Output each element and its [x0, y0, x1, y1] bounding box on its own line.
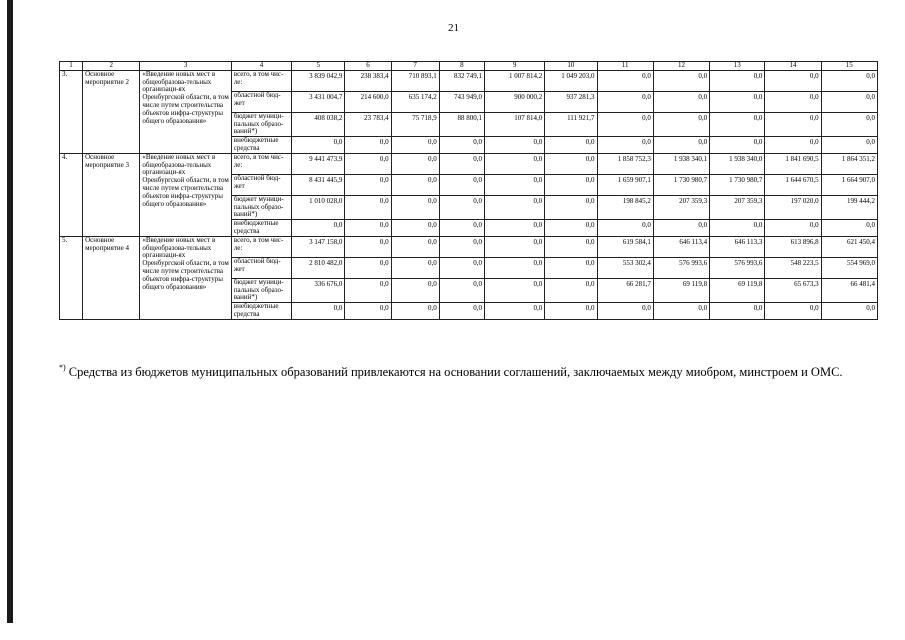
header-cell: 6 — [345, 62, 391, 71]
amount-cell: 0,0 — [821, 303, 877, 320]
header-cell: 8 — [439, 62, 484, 71]
amount-cell: 0,0 — [545, 278, 597, 302]
amount-cell: 0,0 — [439, 220, 484, 237]
amount-cell: 0,0 — [653, 112, 709, 136]
amount-cell: 88 800,1 — [439, 112, 484, 136]
funding-source: всего, в том чис-ле: — [231, 153, 291, 174]
amount-cell: 0,0 — [765, 91, 821, 112]
amount-cell: 0,0 — [653, 137, 709, 154]
amount-cell: 1 010 028,0 — [292, 195, 345, 219]
amount-cell: 65 673,3 — [765, 278, 821, 302]
item-number: 5. — [60, 236, 83, 319]
amount-cell: 69 119,8 — [710, 278, 765, 302]
amount-cell: 0,0 — [485, 220, 545, 237]
amount-cell: 336 676,0 — [292, 278, 345, 302]
item-number: 3. — [60, 70, 83, 153]
amount-cell: 646 113,4 — [653, 236, 709, 257]
amount-cell: 69 119,8 — [653, 278, 709, 302]
amount-cell: 0,0 — [765, 220, 821, 237]
amount-cell: 8 431 445,9 — [292, 174, 345, 195]
amount-cell: 0,0 — [821, 137, 877, 154]
amount-cell: 0,0 — [597, 112, 653, 136]
funding-source: внебюджетные средства — [231, 137, 291, 154]
amount-cell: 635 174,2 — [391, 91, 439, 112]
amount-cell: 576 993,6 — [653, 257, 709, 278]
amount-cell: 75 718,9 — [391, 112, 439, 136]
amount-cell: 111 921,7 — [545, 112, 597, 136]
activity-name: Основное мероприятие 3 — [83, 153, 140, 236]
amount-cell: 0,0 — [485, 278, 545, 302]
amount-cell: 1 730 980,7 — [710, 174, 765, 195]
amount-cell: 1 938 340,1 — [653, 153, 709, 174]
amount-cell: 0,0 — [653, 91, 709, 112]
amount-cell: 0,0 — [597, 70, 653, 91]
amount-cell: 198 845,2 — [597, 195, 653, 219]
amount-cell: 197 020,0 — [765, 195, 821, 219]
funding-source: областной бюд-жет — [231, 174, 291, 195]
amount-cell: 3 147 158,0 — [292, 236, 345, 257]
amount-cell: 0,0 — [439, 195, 484, 219]
amount-cell: 0,0 — [765, 112, 821, 136]
amount-cell: 621 450,4 — [821, 236, 877, 257]
amount-cell: 0,0 — [485, 195, 545, 219]
amount-cell: 553 302,4 — [597, 257, 653, 278]
amount-cell: 0,0 — [653, 303, 709, 320]
binding-edge — [7, 0, 13, 623]
amount-cell: 548 223,5 — [765, 257, 821, 278]
amount-cell: 0,0 — [545, 257, 597, 278]
page-number: 21 — [448, 22, 459, 34]
amount-cell: 0,0 — [485, 137, 545, 154]
amount-cell: 0,0 — [391, 174, 439, 195]
amount-cell: 0,0 — [345, 220, 391, 237]
header-cell: 4 — [231, 62, 291, 71]
amount-cell: 0,0 — [710, 70, 765, 91]
amount-cell: 0,0 — [597, 303, 653, 320]
funding-table — [59, 61, 878, 320]
amount-cell: 0,0 — [765, 137, 821, 154]
amount-cell: 0,0 — [710, 137, 765, 154]
amount-cell: 214 600,0 — [345, 91, 391, 112]
amount-cell: 0,0 — [653, 70, 709, 91]
amount-cell: 0,0 — [345, 278, 391, 302]
amount-cell: 1 644 670,5 — [765, 174, 821, 195]
amount-cell: 0,0 — [545, 174, 597, 195]
amount-cell: 0,0 — [821, 91, 877, 112]
amount-cell: 900 000,2 — [485, 91, 545, 112]
header-cell: 1 — [60, 62, 83, 71]
table-row — [60, 70, 878, 91]
amount-cell: 1 858 752,3 — [597, 153, 653, 174]
amount-cell: 3 431 004,7 — [292, 91, 345, 112]
amount-cell: 0,0 — [391, 257, 439, 278]
item-number: 4. — [60, 153, 83, 236]
amount-cell: 0,0 — [653, 220, 709, 237]
activity-description: «Введение новых мест в общеобразова-тельных организаци-ях Оренбургской области, в том числе путем строительства объектов инфра-структуры общего образования» — [140, 70, 231, 153]
amount-cell: 0,0 — [439, 236, 484, 257]
header-cell: 9 — [485, 62, 545, 71]
funding-source: областной бюд-жет — [231, 91, 291, 112]
amount-cell: 0,0 — [345, 257, 391, 278]
amount-cell: 1 938 340,0 — [710, 153, 765, 174]
amount-cell: 613 896,8 — [765, 236, 821, 257]
amount-cell: 0,0 — [485, 174, 545, 195]
amount-cell: 0,0 — [391, 195, 439, 219]
amount-cell: 0,0 — [597, 137, 653, 154]
amount-cell: 1 730 980,7 — [653, 174, 709, 195]
amount-cell: 0,0 — [545, 195, 597, 219]
amount-cell: 0,0 — [391, 153, 439, 174]
header-cell: 3 — [140, 62, 231, 71]
amount-cell: 0,0 — [597, 220, 653, 237]
amount-cell: 0,0 — [292, 137, 345, 154]
amount-cell: 0,0 — [710, 112, 765, 136]
header-cell: 10 — [545, 62, 597, 71]
table-row — [60, 236, 878, 257]
amount-cell: 0,0 — [345, 236, 391, 257]
amount-cell: 0,0 — [345, 303, 391, 320]
amount-cell: 0,0 — [292, 303, 345, 320]
header-cell: 2 — [83, 62, 140, 71]
funding-source: бюджет муници-пальных образо-ваний*) — [231, 195, 291, 219]
funding-source: всего, в том чис-ле: — [231, 70, 291, 91]
funding-source: бюджет муници-пальных образо-ваний*) — [231, 278, 291, 302]
amount-cell: 0,0 — [391, 220, 439, 237]
funding-source: областной бюд-жет — [231, 257, 291, 278]
amount-cell: 0,0 — [485, 257, 545, 278]
header-row — [60, 62, 878, 71]
amount-cell: 0,0 — [345, 195, 391, 219]
amount-cell: 0,0 — [439, 174, 484, 195]
amount-cell: 207 359,3 — [710, 195, 765, 219]
funding-source: всего, в том чис-ле: — [231, 236, 291, 257]
amount-cell: 0,0 — [439, 153, 484, 174]
header-cell: 11 — [597, 62, 653, 71]
header-cell: 12 — [653, 62, 709, 71]
amount-cell: 66 481,4 — [821, 278, 877, 302]
activity-name: Основное мероприятие 2 — [83, 70, 140, 153]
table-row — [60, 153, 878, 174]
footnote — [59, 364, 899, 380]
activity-name: Основное мероприятие 4 — [83, 236, 140, 319]
funding-source: бюджет муници-пальных образо-ваний*) — [231, 112, 291, 136]
amount-cell: 0,0 — [391, 236, 439, 257]
amount-cell: 710 893,1 — [391, 70, 439, 91]
amount-cell: 576 993,6 — [710, 257, 765, 278]
amount-cell: 0,0 — [439, 278, 484, 302]
header-cell: 5 — [292, 62, 345, 71]
amount-cell: 408 038,2 — [292, 112, 345, 136]
amount-cell: 743 949,0 — [439, 91, 484, 112]
amount-cell: 107 814,0 — [485, 112, 545, 136]
amount-cell: 0,0 — [485, 236, 545, 257]
amount-cell: 0,0 — [485, 153, 545, 174]
amount-cell: 3 839 042,9 — [292, 70, 345, 91]
activity-description: «Введение новых мест в общеобразова-тельных организаци-ях Оренбургской области, в том числе путем строительства объектов инфра-структуры общего образования» — [140, 153, 231, 236]
funding-source: внебюджетные средства — [231, 303, 291, 320]
amount-cell: 0,0 — [710, 220, 765, 237]
footnote-text: Средства из бюджетов муниципальных образований привлекаются на основании соглашений, заключаемых между миобром, минстроем и ОМС. — [68, 365, 843, 380]
amount-cell: 0,0 — [485, 303, 545, 320]
amount-cell: 9 441 473,9 — [292, 153, 345, 174]
amount-cell: 0,0 — [391, 303, 439, 320]
amount-cell: 0,0 — [292, 220, 345, 237]
activity-description: «Введение новых мест в общеобразова-тельных организаци-ях Оренбургской области, в том числе путем строительства объектов инфра-структуры общего образования» — [140, 236, 231, 319]
amount-cell: 0,0 — [765, 70, 821, 91]
amount-cell: 0,0 — [391, 137, 439, 154]
amount-cell: 0,0 — [821, 220, 877, 237]
amount-cell: 0,0 — [439, 303, 484, 320]
amount-cell: 0,0 — [597, 91, 653, 112]
amount-cell: 619 584,1 — [597, 236, 653, 257]
amount-cell: 207 359,3 — [653, 195, 709, 219]
amount-cell: 1 007 814,2 — [485, 70, 545, 91]
amount-cell: 23 783,4 — [345, 112, 391, 136]
amount-cell: 0,0 — [821, 112, 877, 136]
amount-cell: 0,0 — [710, 303, 765, 320]
amount-cell: 66 281,7 — [597, 278, 653, 302]
amount-cell: 646 113,3 — [710, 236, 765, 257]
amount-cell: 0,0 — [545, 220, 597, 237]
amount-cell: 554 969,0 — [821, 257, 877, 278]
header-cell: 14 — [765, 62, 821, 71]
amount-cell: 0,0 — [545, 236, 597, 257]
amount-cell: 1 664 907,0 — [821, 174, 877, 195]
amount-cell: 0,0 — [439, 257, 484, 278]
amount-cell: 832 749,1 — [439, 70, 484, 91]
amount-cell: 0,0 — [545, 303, 597, 320]
amount-cell: 1 864 351,2 — [821, 153, 877, 174]
header-cell: 7 — [391, 62, 439, 71]
amount-cell: 199 444,2 — [821, 195, 877, 219]
amount-cell: 1 841 690,5 — [765, 153, 821, 174]
funding-source: внебюджетные средства — [231, 220, 291, 237]
amount-cell: 0,0 — [345, 153, 391, 174]
amount-cell: 2 810 482,0 — [292, 257, 345, 278]
amount-cell: 937 281,3 — [545, 91, 597, 112]
amount-cell: 1 049 203,0 — [545, 70, 597, 91]
amount-cell: 1 659 907,1 — [597, 174, 653, 195]
amount-cell: 0,0 — [345, 174, 391, 195]
footnote-mark: *) — [59, 363, 66, 372]
header-cell: 13 — [710, 62, 765, 71]
header-cell: 15 — [821, 62, 877, 71]
amount-cell: 0,0 — [439, 137, 484, 154]
amount-cell: 0,0 — [765, 303, 821, 320]
amount-cell: 0,0 — [345, 137, 391, 154]
amount-cell: 0,0 — [821, 70, 877, 91]
amount-cell: 0,0 — [545, 153, 597, 174]
amount-cell: 238 383,4 — [345, 70, 391, 91]
amount-cell: 0,0 — [545, 137, 597, 154]
amount-cell: 0,0 — [391, 278, 439, 302]
amount-cell: 0,0 — [710, 91, 765, 112]
